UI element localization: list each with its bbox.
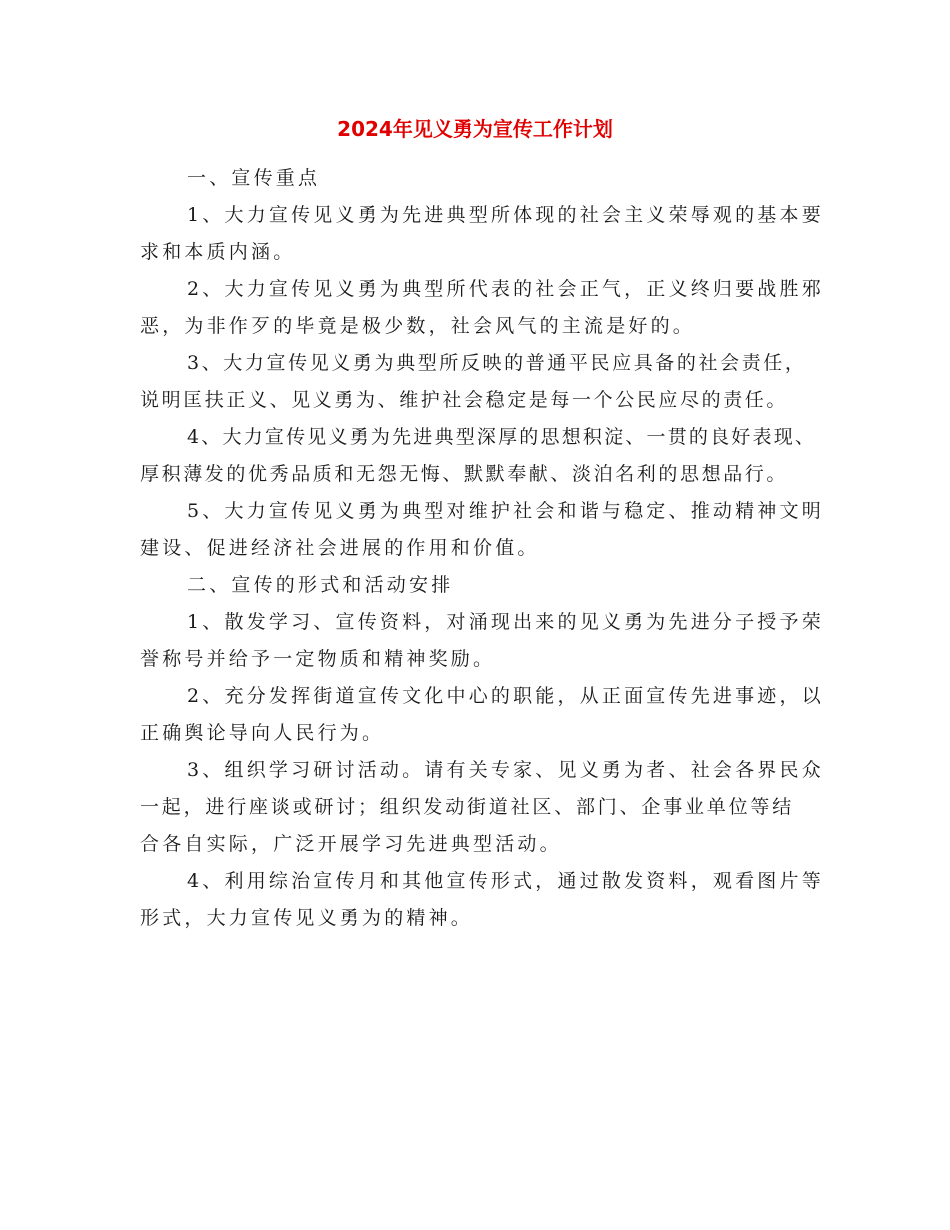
section-heading-text: 二、宣传的形式和活动安排	[187, 574, 454, 596]
document-body	[140, 160, 840, 937]
list-item	[140, 678, 840, 752]
list-item-line: 2、充分发挥街道宣传文化中心的职能，从正面宣传先进事迹，以	[187, 685, 824, 707]
list-item-line: 4、大力宣传见义勇为先进典型深厚的思想积淀、一贯的良好表现、	[187, 426, 817, 448]
list-item	[140, 752, 840, 863]
list-item	[140, 419, 840, 493]
section-heading	[140, 567, 840, 604]
list-item-line: 1、大力宣传见义勇为先进典型所体现的社会主义荣辱观的基本要	[187, 204, 824, 226]
list-item	[140, 493, 840, 567]
list-item-line: 恶，为非作歹的毕竟是极少数，社会风气的主流是好的。	[140, 315, 696, 337]
list-item	[140, 863, 840, 937]
list-item-line: 1、散发学习、宣传资料，对涌现出来的见义勇为先进分子授予荣	[187, 611, 824, 633]
list-item-line: 说明匡扶正义、见义勇为、维护社会稳定是每一个公民应尽的责任。	[140, 389, 789, 411]
list-item	[140, 197, 840, 271]
list-item	[140, 345, 840, 419]
list-item-line: 2、大力宣传见义勇为典型所代表的社会正气，正义终归要战胜邪	[187, 278, 824, 300]
list-item	[140, 604, 840, 678]
list-item-line: 正确舆论导向人民行为。	[140, 722, 385, 744]
section-heading	[140, 160, 840, 197]
section-heading-text: 一、宣传重点	[187, 167, 321, 189]
list-item-line: 4、利用综治宣传月和其他宣传形式，通过散发资料，观看图片等	[187, 870, 824, 892]
list-item-line: 3、大力宣传见义勇为典型所反映的普通平民应具备的社会责任，	[187, 352, 807, 374]
list-item-line: 一起，进行座谈或研讨；组织发动街道社区、部门、企事业单位等结	[140, 796, 795, 818]
list-item	[140, 271, 840, 345]
document-title: 2024年见义勇为宣传工作计划	[337, 117, 613, 141]
list-item-line: 求和本质内涵。	[140, 241, 296, 263]
list-item-line: 合各自实际，广泛开展学习先进典型活动。	[140, 833, 562, 855]
list-item-line: 5、大力宣传见义勇为典型对维护社会和谐与稳定、推动精神文明	[187, 500, 824, 522]
list-item-line: 建设、促进经济社会进展的作用和价值。	[140, 537, 540, 559]
list-item-line: 誉称号并给予一定物质和精神奖励。	[140, 648, 496, 670]
list-item-line: 3、组织学习研讨活动。请有关专家、见义勇为者、社会各界民众	[187, 759, 824, 781]
list-item-line: 形式，大力宣传见义勇为的精神。	[140, 907, 474, 929]
list-item-line: 厚积薄发的优秀品质和无怨无悔、默默奉献、淡泊名利的思想品行。	[140, 463, 789, 485]
